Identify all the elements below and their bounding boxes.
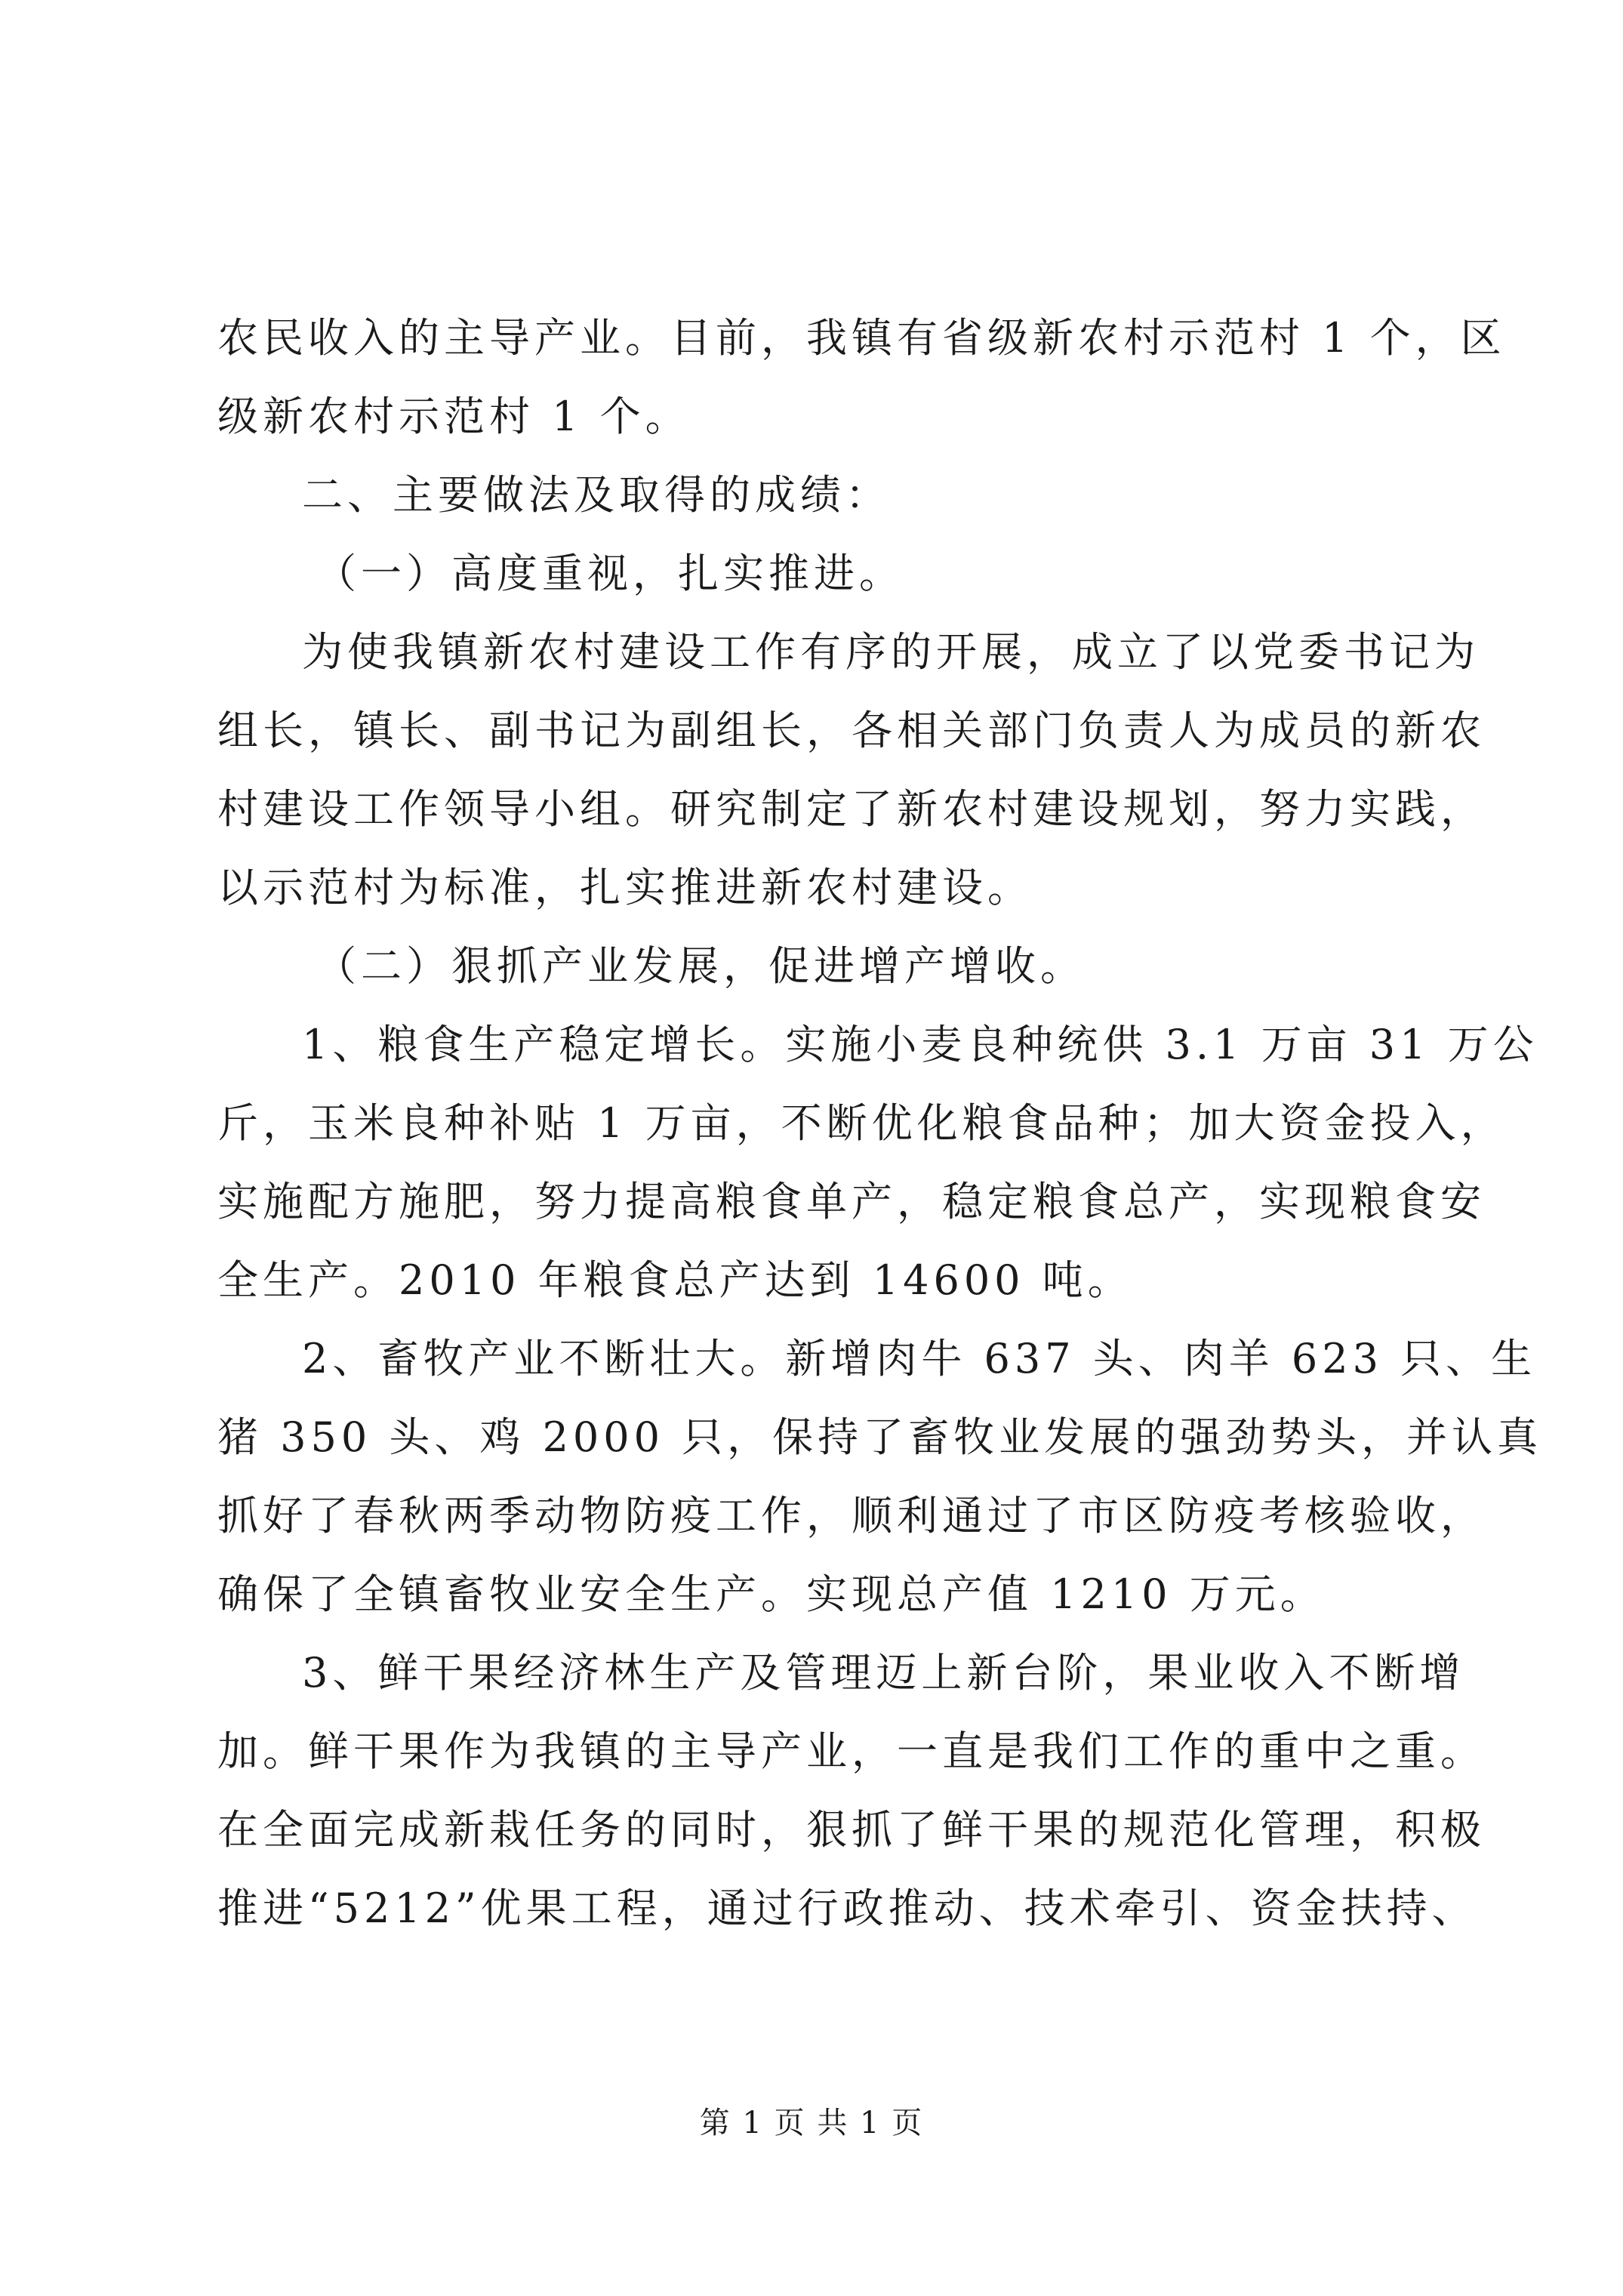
text-line: 加。鲜干果作为我镇的主导产业，一直是我们工作的重中之重。	[217, 1727, 1486, 1775]
text-line: 斤，玉米良种补贴 1 万亩，不断优化粮食品种；加大资金投入，	[217, 1099, 1506, 1147]
text-line: 全生产。2010 年粮食总产达到 14600 吨。	[217, 1256, 1133, 1304]
text-line: 3、鲜干果经济林生产及管理迈上新台阶，果业收入不断增	[302, 1649, 1465, 1697]
text-line: 村建设工作领导小组。研究制定了新农村建设规划，努力实践，	[217, 785, 1486, 833]
text-line: 组长，镇长、副书记为副组长，各相关部门负责人为成员的新农	[217, 707, 1486, 754]
text-line: 以示范村为标准，扎实推进新农村建设。	[217, 864, 1033, 911]
text-line: 猪 350 头、鸡 2000 只，保持了畜牧业发展的强劲势头，并认真	[217, 1413, 1543, 1461]
text-line: 级新农村示范村 1 个。	[217, 393, 691, 440]
text-line: 抓好了春秋两季动物防疫工作，顺利通过了市区防疫考核验收，	[217, 1492, 1486, 1539]
subsection-heading: （一）高度重视，扎实推进。	[316, 550, 904, 597]
text-line: 农民收入的主导产业。目前，我镇有省级新农村示范村 1 个，区	[217, 314, 1506, 362]
text-line: 2、畜牧产业不断壮大。新增肉牛 637 头、肉羊 623 只、生	[302, 1335, 1537, 1382]
text-line: 在全面完成新栽任务的同时，狠抓了鲜干果的规范化管理，积极	[217, 1806, 1486, 1854]
text-line: 确保了全镇畜牧业安全生产。实现总产值 1210 万元。	[217, 1570, 1326, 1618]
text-line: 1、粮食生产稳定增长。实施小麦良种统供 3.1 万亩 31 万公	[302, 1021, 1538, 1068]
text-line: 实施配方施肥，努力提高粮食单产，稳定粮食总产，实现粮食安	[217, 1178, 1486, 1225]
text-line: 为使我镇新农村建设工作有序的开展，成立了以党委书记为	[302, 628, 1480, 676]
subsection-heading: （二）狠抓产业发展，促进增产增收。	[316, 942, 1086, 990]
text-line: 推进“5212”优果工程，通过行政推动、技术牵引、资金扶持、	[217, 1885, 1477, 1932]
document-body	[217, 299, 1543, 1948]
page-footer: 第 1 页 共 1 页	[699, 2106, 924, 2140]
section-heading: 二、主要做法及取得的成绩：	[302, 471, 891, 519]
